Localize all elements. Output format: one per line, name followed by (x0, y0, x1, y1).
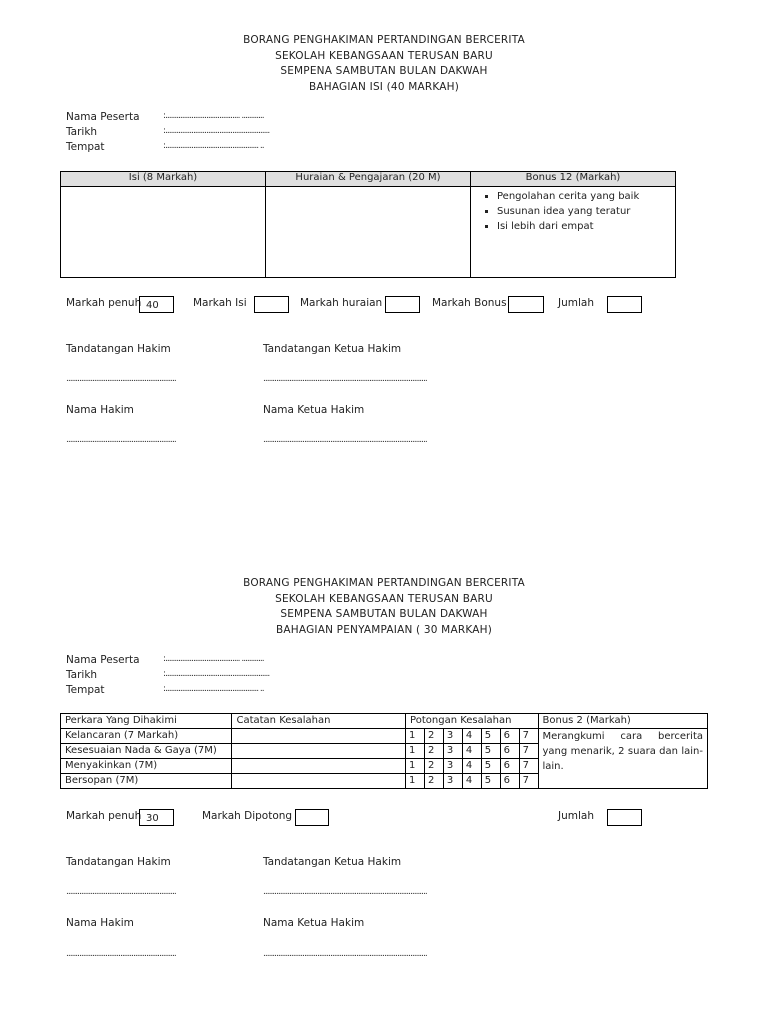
form1-tandatangan-hakim-label: Tandatangan Hakim (66, 343, 171, 355)
form2-markah-penuh-box[interactable]: 30 (139, 809, 174, 826)
form1-tandatangan-ketua-line[interactable]: ........................................................................................ (263, 374, 427, 384)
header-bonus: Bonus 2 (Markah) (538, 714, 708, 729)
form1-markah-isi-label: Markah Isi (193, 297, 247, 309)
form2-label-nama-peserta: Nama Peserta (66, 654, 140, 666)
form1-jumlah-box[interactable] (607, 296, 642, 313)
form1-title-line: SEKOLAH KEBANGSAAN TERUSAN BARU (275, 49, 493, 62)
cell-catatan[interactable] (232, 744, 406, 759)
form2-field-nama-peserta[interactable]: :........................................ ............ (163, 654, 264, 664)
form1-field-nama-peserta[interactable]: :........................................ ............ (163, 111, 264, 121)
score-6[interactable]: 6 (500, 744, 519, 759)
form1-markah-penuh-label: Markah penuh (66, 297, 142, 309)
form1-title-line: BORANG PENGHAKIMAN PERTANDINGAN BERCERITA (243, 34, 525, 46)
score-4[interactable]: 4 (462, 744, 481, 759)
bonus-item: ▪ Isi lebih dari empat (497, 219, 671, 234)
form2-nama-hakim-line[interactable]: ........................................................... (66, 949, 176, 959)
form1-label-tarikh: Tarikh (66, 126, 98, 138)
form1-markah-isi-box[interactable] (254, 296, 289, 313)
form2-tandatangan-ketua-line[interactable]: ........................................................................................ (263, 887, 427, 897)
form1-nama-hakim-line[interactable]: ........................................................... (66, 435, 176, 445)
form2-field-tarikh[interactable]: :........................................................ (163, 669, 270, 679)
form1-markah-bonus-label: Markah Bonus (432, 297, 507, 309)
score-2[interactable]: 2 (424, 774, 443, 789)
form2-nama-hakim-label: Nama Hakim (66, 917, 134, 929)
form2-title-line: BORANG PENGHAKIMAN PERTANDINGAN BERCERITA (243, 577, 525, 589)
score-6[interactable]: 6 (500, 774, 519, 789)
form1-title-line: BAHAGIAN ISI (40 MARKAH) (308, 80, 460, 93)
form2-title (0, 576, 768, 638)
score-7[interactable]: 7 (519, 759, 538, 774)
form2-markah-dipotong-box[interactable] (295, 809, 329, 826)
score-1[interactable]: 1 (406, 759, 425, 774)
score-4[interactable]: 4 (462, 729, 481, 744)
score-2[interactable]: 2 (424, 729, 443, 744)
cell-bonus (471, 187, 676, 278)
score-1[interactable]: 1 (406, 744, 425, 759)
score-4[interactable]: 4 (462, 774, 481, 789)
form1-score-table (60, 171, 676, 278)
form1-title-line: SEMPENA SAMBUTAN BULAN DAKWAH (280, 65, 488, 77)
score-2[interactable]: 2 (424, 744, 443, 759)
form2-field-tempat[interactable]: :.................................................. .. (163, 684, 264, 694)
form1-field-tempat[interactable]: :.................................................. .. (163, 141, 264, 151)
form2-tandatangan-ketua-label: Tandatangan Ketua Hakim (263, 856, 402, 868)
form1-tandatangan-hakim-line[interactable]: ........................................................... (66, 374, 176, 384)
score-5[interactable]: 5 (481, 729, 500, 744)
header-bonus: Bonus 12 (Markah) (471, 172, 676, 187)
form2-label-tarikh: Tarikh (66, 669, 98, 681)
form2-nama-ketua-line[interactable]: ........................................................................................ (263, 949, 427, 959)
row-label-kesesuaian: Kesesuaian Nada & Gaya (7M) (61, 744, 232, 759)
score-6[interactable]: 6 (500, 759, 519, 774)
header-huraian: Huraian & Pengajaran (20 M) (266, 172, 471, 187)
form2-markah-penuh-label: Markah penuh (66, 810, 142, 822)
cell-isi[interactable] (61, 187, 266, 278)
score-3[interactable]: 3 (443, 759, 462, 774)
form2-markah-dipotong-label: Markah Dipotong (202, 810, 293, 822)
score-7[interactable]: 7 (519, 774, 538, 789)
cell-huraian[interactable] (266, 187, 471, 278)
bonus-item: ▪ Pengolahan cerita yang baik (497, 189, 671, 204)
form1-nama-hakim-label: Nama Hakim (66, 404, 134, 416)
form2-jumlah-box[interactable] (607, 809, 642, 826)
score-1[interactable]: 1 (406, 729, 425, 744)
form1-markah-penuh-box[interactable]: 40 (139, 296, 174, 313)
score-5[interactable]: 5 (481, 774, 500, 789)
score-7[interactable]: 7 (519, 744, 538, 759)
score-7[interactable]: 7 (519, 729, 538, 744)
score-3[interactable]: 3 (443, 744, 462, 759)
score-6[interactable]: 6 (500, 729, 519, 744)
form1-label-nama-peserta: Nama Peserta (66, 111, 140, 123)
form1-markah-huraian-box[interactable] (385, 296, 420, 313)
score-2[interactable]: 2 (424, 759, 443, 774)
header-potongan: Potongan Kesalahan (406, 714, 538, 729)
header-isi: Isi (8 Markah) (61, 172, 266, 187)
cell-catatan[interactable] (232, 729, 406, 744)
bonus-item: ▪ Susunan idea yang teratur (497, 204, 671, 219)
form1-markah-bonus-box[interactable] (508, 296, 544, 313)
form1-nama-ketua-line[interactable]: ........................................................................................ (263, 435, 427, 445)
score-5[interactable]: 5 (481, 759, 500, 774)
row-label-kelancaran: Kelancaran (7 Markah) (61, 729, 232, 744)
row-label-bersopan: Bersopan (7M) (61, 774, 232, 789)
form2-title-line: SEMPENA SAMBUTAN BULAN DAKWAH (280, 608, 488, 620)
form1-jumlah-label: Jumlah (558, 297, 594, 309)
form1-field-tarikh[interactable]: :........................................................ (163, 126, 270, 136)
score-3[interactable]: 3 (443, 729, 462, 744)
form2-label-tempat: Tempat (66, 684, 105, 696)
form2-title-line: SEKOLAH KEBANGSAAN TERUSAN BARU (275, 592, 493, 605)
header-perkara: Perkara Yang Dihakimi (61, 714, 232, 729)
form1-label-tempat: Tempat (66, 141, 105, 153)
form1-tandatangan-ketua-label: Tandatangan Ketua Hakim (263, 343, 402, 355)
cell-catatan[interactable] (232, 759, 406, 774)
form2-title-line: BAHAGIAN PENYAMPAIAN ( 30 MARKAH) (275, 623, 492, 636)
row-label-menyakinkan: Menyakinkan (7M) (61, 759, 232, 774)
score-3[interactable]: 3 (443, 774, 462, 789)
form2-nama-ketua-label: Nama Ketua Hakim (263, 917, 365, 929)
score-1[interactable]: 1 (406, 774, 425, 789)
form2-score-table (60, 713, 708, 789)
score-5[interactable]: 5 (481, 744, 500, 759)
bonus-description: Merangkumi cara bercerita yang menarik, 2 suara dan lain-lain. (538, 729, 708, 789)
header-catatan: Catatan Kesalahan (232, 714, 406, 729)
form1-title (0, 33, 768, 95)
form2-tandatangan-hakim-label: Tandatangan Hakim (66, 856, 171, 868)
form1-nama-ketua-label: Nama Ketua Hakim (263, 404, 365, 416)
form1-markah-huraian-label: Markah huraian (300, 297, 383, 309)
form2-jumlah-label: Jumlah (558, 810, 594, 822)
form2-tandatangan-hakim-line[interactable]: ........................................................... (66, 887, 176, 897)
score-4[interactable]: 4 (462, 759, 481, 774)
cell-catatan[interactable] (232, 774, 406, 789)
